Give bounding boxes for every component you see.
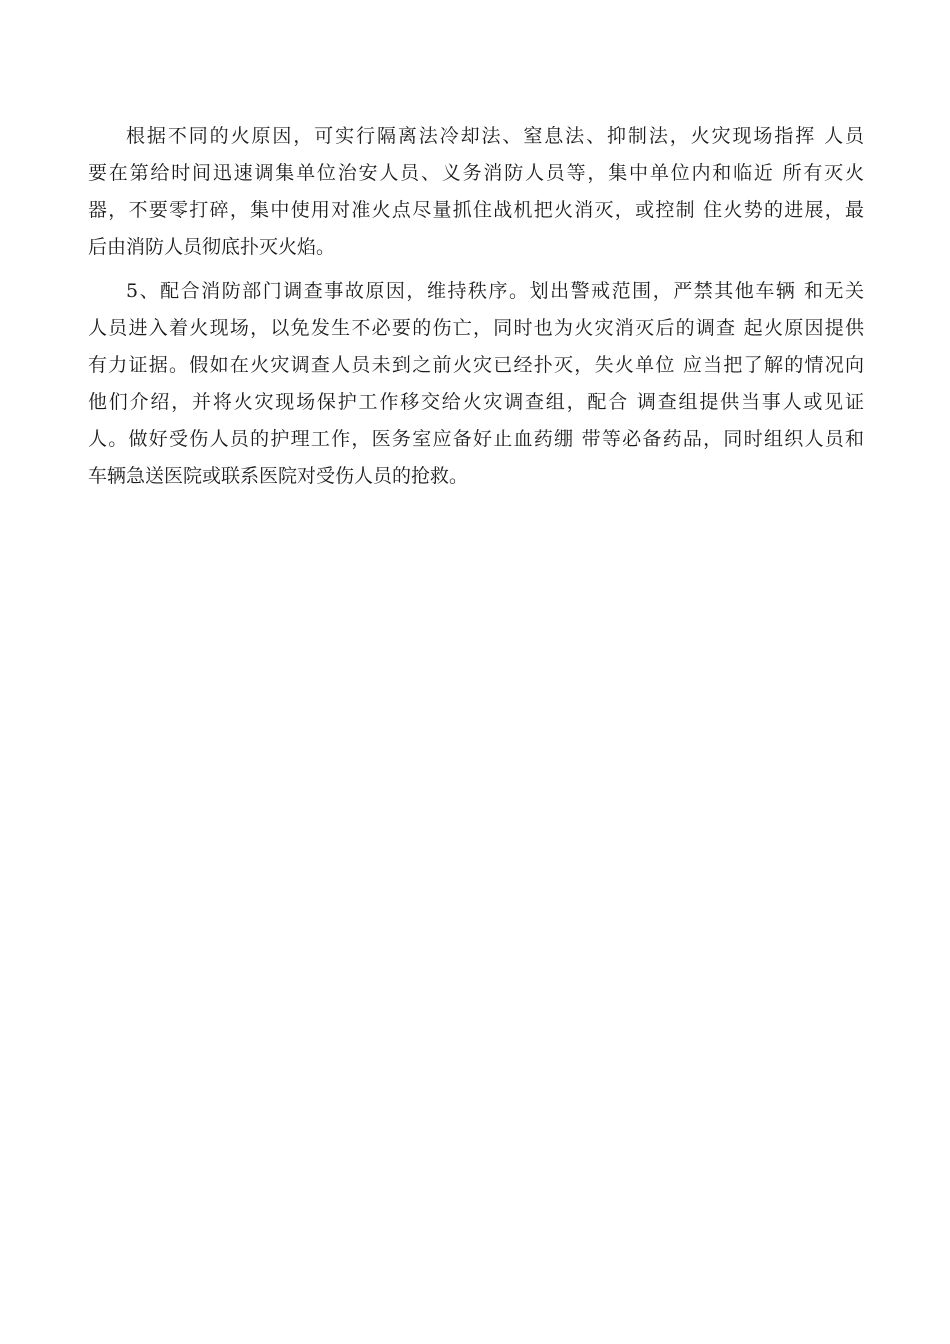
paragraph-investigation [88,273,864,495]
paragraph-line: 他们介绍，并将火灾现场保护工作移交给火灾调查组，配合 调查组提供当事人或见证 [88,391,864,413]
paragraph-line: 后由消防人员彻底扑灭火焰。 [88,236,336,258]
document-body [88,118,864,495]
paragraph-line: 人员进入着火现场，以免发生不必要的伤亡，同时也为火灾消灭后的调查 起火原因提供 [88,317,864,339]
paragraph-line: 器，不要零打碎，集中使用对准火点尽量抓住战机把火消灭，或控制 住火势的进展，最 [88,199,864,221]
paragraph-line: 根据不同的火原因，可实行隔离法冷却法、窒息法、抑制法，火灾现场指挥 人员 [126,125,864,147]
paragraph-line: 5、配合消防部门调查事故原因，维持秩序。划出警戒范围，严禁其他车辆 和无关 [126,280,864,302]
paragraph-line: 车辆急送医院或联系医院对受伤人员的抢救。 [88,465,469,487]
paragraph-line: 人。做好受伤人员的护理工作，医务室应备好止血药绷 带等必备药品，同时组织人员和 [88,428,864,450]
paragraph-line: 有力证据。假如在火灾调查人员未到之前火灾已经扑灭，失火单位 应当把了解的情况向 [88,354,864,376]
paragraph-line: 要在第给时间迅速调集单位治安人员、义务消防人员等，集中单位内和临近 所有灭火 [88,162,864,184]
paragraph-fire-suppression [88,118,864,266]
